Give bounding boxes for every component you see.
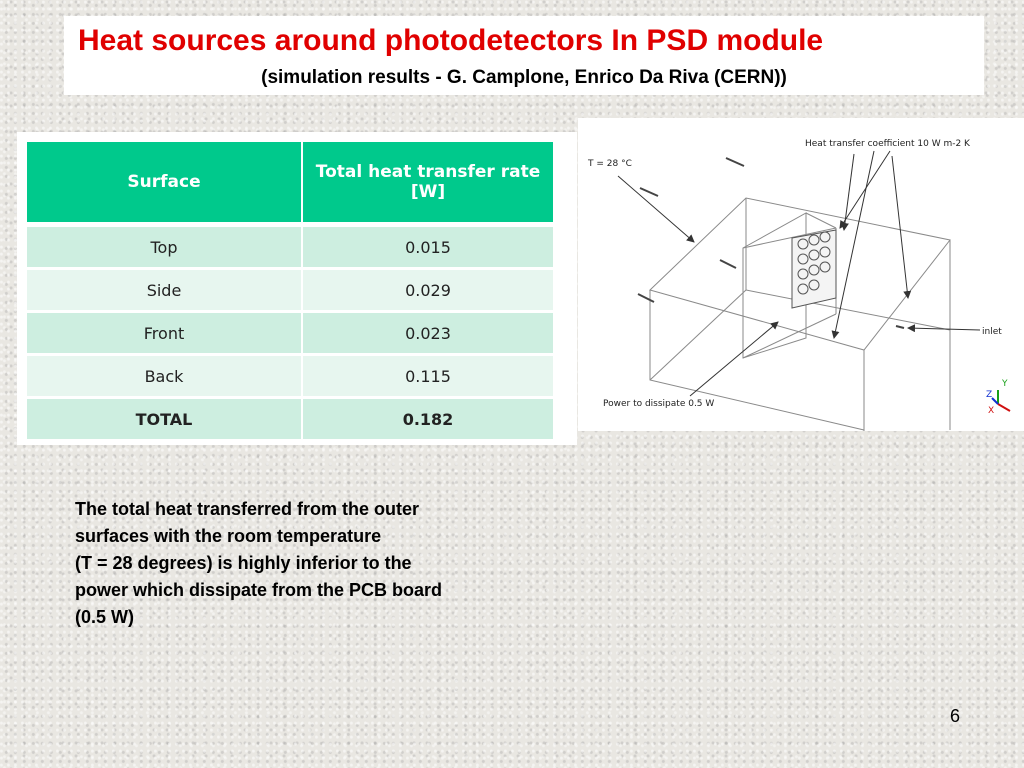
- slide-title: Heat sources around photodetectors In PSD module: [78, 24, 824, 57]
- enclosure-wireframe: [650, 198, 950, 431]
- cell-surface: Front: [27, 312, 302, 355]
- axis-triad: [986, 379, 1010, 416]
- label-temperature: T = 28 °C: [588, 159, 632, 169]
- description-line: (T = 28 degrees) is highly inferior to the: [75, 553, 412, 573]
- label-inlet: inlet: [982, 327, 1002, 337]
- cell-rate: 0.182: [302, 398, 553, 441]
- table-row: [27, 225, 553, 269]
- cell-surface: Side: [27, 269, 302, 312]
- axis-y-label: Y: [1002, 379, 1008, 389]
- label-heat-coefficient: Heat transfer coefficient 10 W m-2 K: [805, 139, 970, 149]
- cell-surface: Top: [27, 225, 302, 269]
- heat-transfer-table: [27, 142, 553, 442]
- outlet-tubes: [638, 158, 904, 328]
- description-line: power which dissipate from the PCB board: [75, 580, 443, 600]
- cell-rate: 0.029: [302, 269, 553, 312]
- photodetector-array: [792, 230, 836, 308]
- axis-z-label: Z: [986, 390, 993, 400]
- slide-subtitle: (simulation results - G. Camplone, Enrico Da Riva (CERN)): [261, 67, 787, 88]
- simulation-diagram: [578, 118, 1024, 431]
- table-row: [27, 312, 553, 355]
- cell-rate: 0.023: [302, 312, 553, 355]
- table-header-row: [27, 142, 553, 225]
- axis-x-label: X: [988, 406, 995, 416]
- table-row: [27, 355, 553, 398]
- column-header-rate: Total heat transfer rate [W]: [302, 142, 553, 225]
- title-box: [64, 16, 984, 95]
- simulation-diagram-panel: [578, 118, 1024, 431]
- description-line: The total heat transferred from the outer: [75, 499, 420, 519]
- description-line: surfaces with the room temperature: [75, 526, 382, 546]
- page-number: 6: [950, 706, 961, 726]
- table-row: [27, 269, 553, 312]
- description-text: [75, 496, 545, 631]
- cell-rate: 0.015: [302, 225, 553, 269]
- description-line: (0.5 W): [75, 607, 135, 627]
- heat-transfer-table-panel: [17, 132, 577, 445]
- cell-surface: Back: [27, 355, 302, 398]
- cell-rate: 0.115: [302, 355, 553, 398]
- column-header-surface: Surface: [27, 142, 302, 225]
- table-row-total: [27, 398, 553, 441]
- label-power: Power to dissipate 0.5 W: [603, 399, 715, 409]
- cell-surface: TOTAL: [27, 398, 302, 441]
